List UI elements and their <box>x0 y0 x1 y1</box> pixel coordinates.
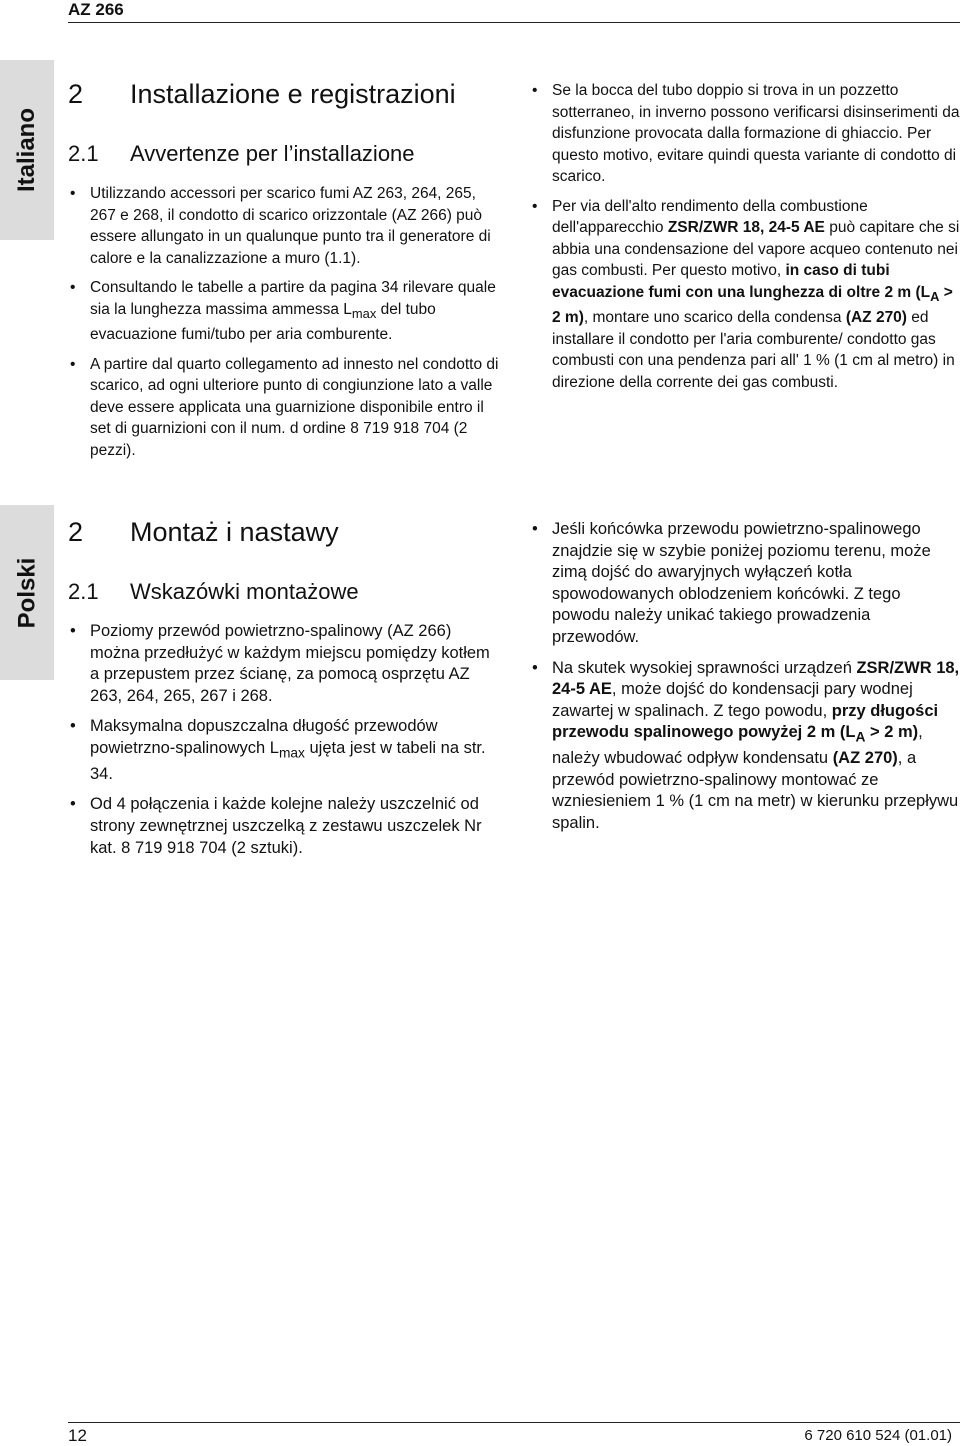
text-subscript: A <box>855 729 866 745</box>
subsection-number: 2.1 <box>68 141 99 166</box>
section-number: 2 <box>68 517 84 547</box>
text-bold: (AZ 270) <box>832 749 898 768</box>
list-item <box>68 277 500 346</box>
document-number: 6 720 610 524 (01.01) <box>804 1427 952 1444</box>
section-number: 2 <box>68 79 84 109</box>
list-item: • Jeśli końcówka przewodu powietrzno-spalinowego znajdzie się w szybie poniżej poziomu terenu, może zimą dojść do awaryjnych wyłączeń kotła spowodowanych oblodzeniem końcówki. Z tego powodu należy unikać takiego prowadzenia przewodów. <box>530 519 960 649</box>
text-bold: przy długości przewodu spalinowego powyżej 2 m (L <box>552 701 939 742</box>
text-segment: , montare uno scarico della condensa <box>583 309 846 327</box>
subsection-heading <box>68 578 500 606</box>
bullet-list <box>530 519 960 835</box>
text-segment: ed installare il condotto per l'aria comburente/ condotto gas combusti con una pendenza pari all' 1 % (1 cm al metro) in direzione della corrente dei gas combusti. <box>552 309 955 391</box>
text-bold: ZSR/ZWR 18, 24-5 AE <box>667 219 825 236</box>
text-segment: del tubo evacuazione fumi/tubo per aria comburente. <box>90 300 436 344</box>
section-heading <box>68 516 500 548</box>
header-divider <box>68 22 960 23</box>
italian-right-column <box>530 80 960 401</box>
italian-left-column <box>68 78 500 469</box>
language-label: Polski <box>13 557 41 628</box>
text-segment: può capitare che si abbia una condensazione del vapore acqueo contenuto nei gas combusti. Per questo motivo, <box>552 219 960 279</box>
section-title: Installazione e registrazioni <box>130 79 456 109</box>
text-segment: , należy wbudować odpływ kondensatu <box>552 723 923 768</box>
text-segment: Consultando le tabelle a partire da pagina 34 rilevare quale sia la lunghezza massima ammessa L <box>90 279 496 318</box>
language-tab-polish <box>0 505 54 680</box>
document-title: AZ 266 <box>68 0 124 19</box>
text-segment: Na skutek wysokiej sprawności urządzeń <box>552 658 857 677</box>
text-subscript: A <box>930 288 940 304</box>
text-subscript: max <box>278 745 305 761</box>
text-bold: ZSR/ZWR 18, 24-5 AE <box>552 658 960 699</box>
list-item: • Se la bocca del tubo doppio si trova in un pozzetto sotterraneo, in inverno possono verificarsi disinserimenti da disfunzione provocata dalla formazione di ghiaccio. Per questo motivo, evitare quindi questa variante di condotto di scarico. <box>530 80 960 188</box>
text-segment: , może dojść do kondensacji pary wodnej zawartej w spalinach. Z tego powodu, <box>552 680 913 720</box>
language-label: Italiano <box>13 107 41 193</box>
text-bold: in caso di tubi evacuazione fumi con una lunghezza di oltre 2 m (L <box>552 262 931 301</box>
page-number: 12 <box>68 1426 87 1445</box>
text-bold: > 2 m) <box>552 283 953 327</box>
subsection-number: 2.1 <box>68 579 99 604</box>
polish-right-column <box>530 519 960 844</box>
text-bold: (AZ 270) <box>845 309 907 327</box>
footer-divider <box>68 1422 960 1423</box>
list-item: • Poziomy przewód powietrzno-spalinowy (AZ 266) można przedłużyć w każdym miejscu pomiędzy kotłem a przepustem przez ścianę, za pomocą osprzętu AZ 263, 264, 265, 267 i 268. <box>68 621 500 707</box>
section-heading <box>68 78 500 110</box>
text-segment: Per via dell'alto rendimento della combustione dell'apparecchio <box>552 197 868 236</box>
polish-left-column <box>68 516 500 868</box>
list-item <box>530 658 960 835</box>
text-segment: Maksymalna dopuszczalna długość przewodów powietrzno-spalinowych L <box>90 717 438 757</box>
list-item: • A partire dal quarto collegamento ad innesto nel condotto di scarico, ad ogni ulteriore punto di congiunzione lato a valle deve essere applicata una guarnizione disponibile entro il set di guarnizioni con il num. d ordine 8 719 918 704 (2 pezzi). <box>68 354 500 462</box>
subsection-heading <box>68 140 500 168</box>
subsection-title: Wskazówki montażowe <box>130 579 359 604</box>
bullet-list <box>68 621 500 859</box>
bullet-list <box>530 80 960 393</box>
text-segment: , a przewód powietrzno-spalinowy montować ze wzniesieniem 1 % (1 cm na metr) w kierunku przepływu spalin. <box>552 749 959 833</box>
list-item <box>530 196 960 394</box>
text-subscript: max <box>351 305 377 321</box>
list-item <box>68 716 500 785</box>
subsection-title: Avvertenze per l’installazione <box>130 141 415 166</box>
text-bold: > 2 m) <box>865 723 919 742</box>
text-segment: ujęta jest w tabeli na str. 34. <box>90 738 486 783</box>
list-item: • Utilizzando accessori per scarico fumi AZ 263, 264, 265, 267 e 268, il condotto di scarico orizzontale (AZ 266) può essere allungato in un qualunque punto tra il generatore di calore e la canalizzazione a muro (1.1). <box>68 183 500 269</box>
language-tab-italian <box>0 60 54 240</box>
bullet-list <box>68 183 500 461</box>
section-title: Montaż i nastawy <box>130 517 339 547</box>
list-item: • Od 4 połączenia i każde kolejne należy uszczelnić od strony zewnętrznej uszczelką z zestawu uszczelek Nr kat. 8 719 918 704 (2 sztuki). <box>68 794 500 859</box>
